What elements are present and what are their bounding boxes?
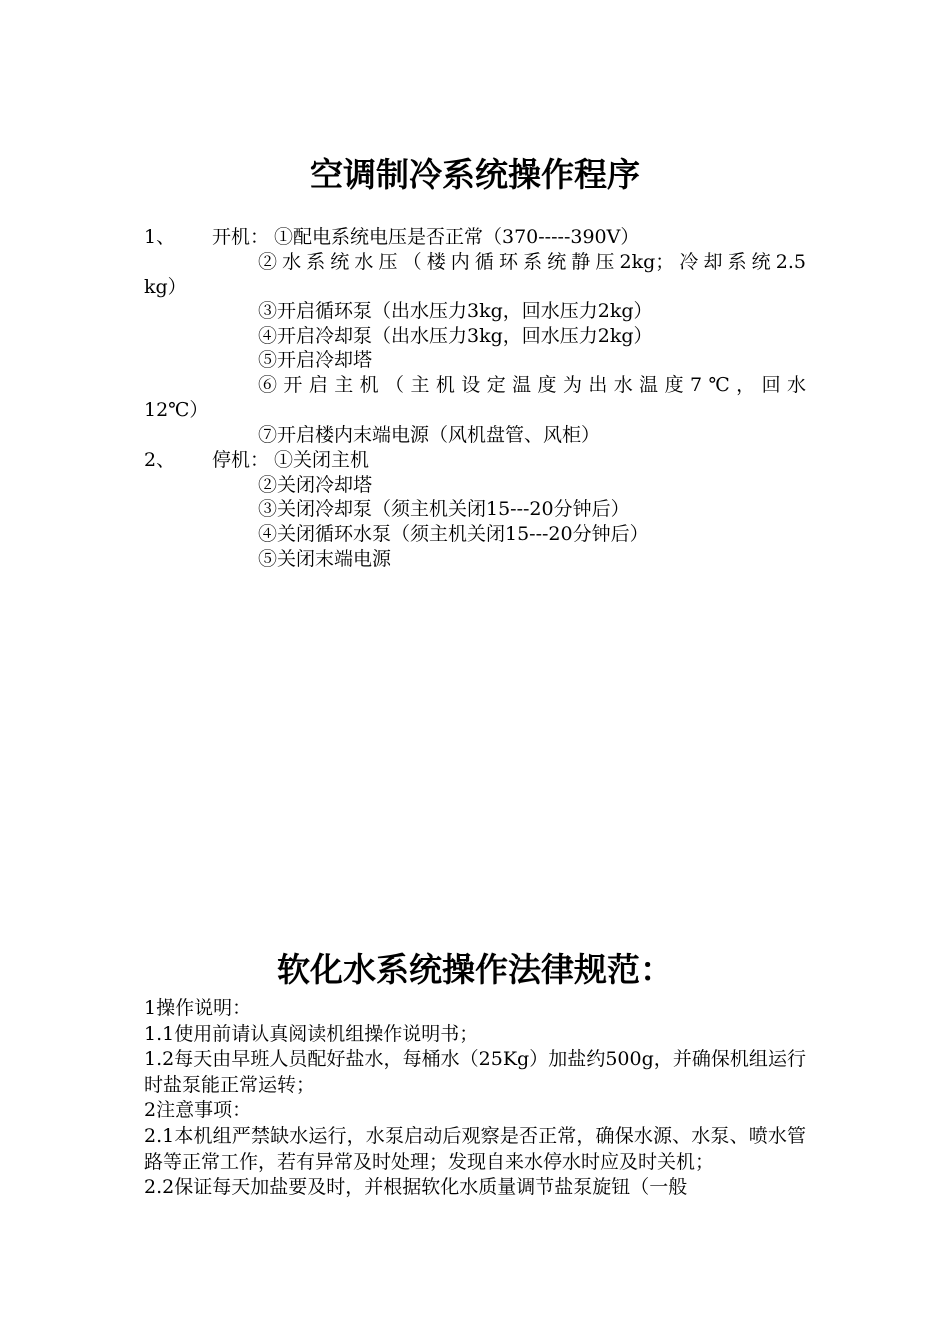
section2-paragraph: 1.2每天由早班人员配好盐水，每桶水（25Kg）加盐约500g，并确保机组运行时盐泵能正常运转； <box>144 1048 806 1096</box>
section2-paragraph: 1操作说明： <box>144 997 252 1019</box>
start-item: ③开启循环泵（出水压力3kg，回水压力2kg） <box>258 300 653 322</box>
section1-title: 空调制冷系统操作程序 <box>310 155 640 194</box>
start-item: ④开启冷却泵（出水压力3kg，回水压力2kg） <box>258 325 653 347</box>
stop-item: ②关闭冷却塔 <box>258 474 373 496</box>
section2-body <box>144 996 806 1201</box>
section2-title: 软化水系统操作法律规范： <box>277 950 673 989</box>
start-item: ⑤开启冷却塔 <box>258 349 373 371</box>
start-item: ②水系统水压（楼内循环系统静压2kg；冷却系统2.5 <box>258 251 806 273</box>
section2-paragraph: 2.1本机组严禁缺水运行，水泵启动后观察是否正常，确保水源、水泵、喷水管路等正常工作，若有异常及时处理；发现自来水停水时应及时关机； <box>144 1124 806 1173</box>
start-item: ⑥开启主机（主机设定温度为出水温度7℃，回水 <box>258 374 806 396</box>
start-item-continued: kg） <box>144 276 187 298</box>
start-label: 开机： <box>212 226 270 248</box>
stop-item: ③关闭冷却泵（须主机关闭15---20分钟后） <box>258 498 630 520</box>
stop-label: 停机： <box>212 449 270 471</box>
start-item-continued: 12℃） <box>144 399 209 421</box>
stop-number: 2、 <box>144 449 176 471</box>
section2-paragraph: 1.1使用前请认真阅读机组操作说明书； <box>144 1022 479 1045</box>
section2-paragraph: 2注意事项： <box>144 1099 252 1122</box>
stop-item: ①关闭主机 <box>274 449 370 471</box>
stop-item: ⑤关闭末端电源 <box>258 548 392 570</box>
stop-item: ④关闭循环水泵（须主机关闭15---20分钟后） <box>258 523 649 545</box>
start-number: 1、 <box>144 226 176 248</box>
section2-paragraph: 2.2保证每天加盐要及时，并根据软化水质量调节盐泵旋钮（一般 <box>144 1176 688 1199</box>
start-item: ⑦开启楼内末端电源（风机盘管、风柜） <box>258 424 601 446</box>
start-item: ①配电系统电压是否正常（370-----390V） <box>274 226 640 248</box>
